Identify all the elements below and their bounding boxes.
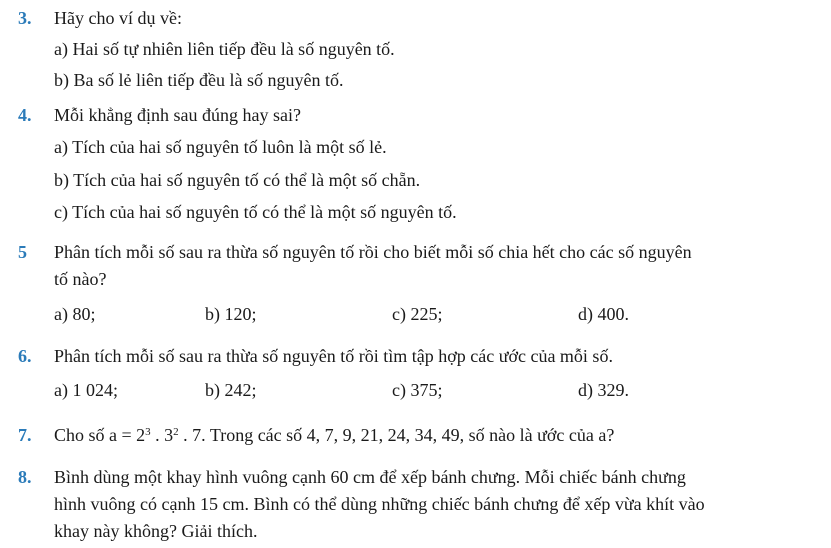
problem-5-question-line-2: tố nào?	[54, 269, 107, 289]
problem-3-part-a: a) Hai số tự nhiên liên tiếp đều là số nguyên tố.	[54, 39, 395, 59]
problem-7-text-mid: . 3	[150, 425, 174, 445]
problem-8-line-1: Bình dùng một khay hình vuông cạnh 60 cm để xếp bánh chưng. Mỗi chiếc bánh chưng	[54, 467, 686, 487]
problem-5-option-c: c) 225;	[392, 304, 443, 324]
problem-6-option-d: d) 329.	[578, 380, 629, 400]
problem-3-part-b: b) Ba số lẻ liên tiếp đều là số nguyên tố.	[54, 70, 344, 90]
problem-8-line-3: khay này không? Giải thích.	[54, 521, 258, 541]
problem-7-exponent-2: 2	[173, 426, 179, 438]
problem-3-number: 3.	[18, 8, 32, 28]
problem-7-question	[54, 423, 614, 447]
problem-5-option-b: b) 120;	[205, 304, 257, 324]
problem-5-number: 5	[18, 242, 27, 262]
problem-6-number: 6.	[18, 346, 32, 366]
problem-6-option-b: b) 242;	[205, 380, 257, 400]
problem-5-option-a: a) 80;	[54, 304, 96, 324]
problem-7-text-after: . 7. Trong các số 4, 7, 9, 21, 24, 34, 49, số nào là ước của a?	[178, 425, 615, 445]
problem-5-option-d: d) 400.	[578, 304, 629, 324]
problem-5-question-line-1: Phân tích mỗi số sau ra thừa số nguyên tố rồi cho biết mỗi số chia hết cho các số nguyên	[54, 242, 692, 262]
problem-7-number: 7.	[18, 425, 32, 445]
problem-7-text-before: Cho số a = 2	[54, 425, 146, 445]
problem-6-option-c: c) 375;	[392, 380, 443, 400]
problem-6-question: Phân tích mỗi số sau ra thừa số nguyên tố rồi tìm tập hợp các ước của mỗi số.	[54, 346, 613, 366]
problem-4-part-a: a) Tích của hai số nguyên tố luôn là một số lẻ.	[54, 137, 387, 157]
problem-8-line-2: hình vuông có cạnh 15 cm. Bình có thể dùng những chiếc bánh chưng để xếp vừa khít vào	[54, 494, 705, 514]
problem-4-part-c: c) Tích của hai số nguyên tố có thể là một số nguyên tố.	[54, 202, 457, 222]
problem-7-exponent-1: 3	[145, 426, 151, 438]
problem-4-number: 4.	[18, 105, 32, 125]
problem-6-option-a: a) 1 024;	[54, 380, 118, 400]
problem-3-question: Hãy cho ví dụ về:	[54, 8, 182, 28]
problem-8-number: 8.	[18, 467, 32, 487]
problem-4-question: Mỗi khẳng định sau đúng hay sai?	[54, 105, 301, 125]
problem-4-part-b: b) Tích của hai số nguyên tố có thể là một số chẵn.	[54, 170, 421, 190]
